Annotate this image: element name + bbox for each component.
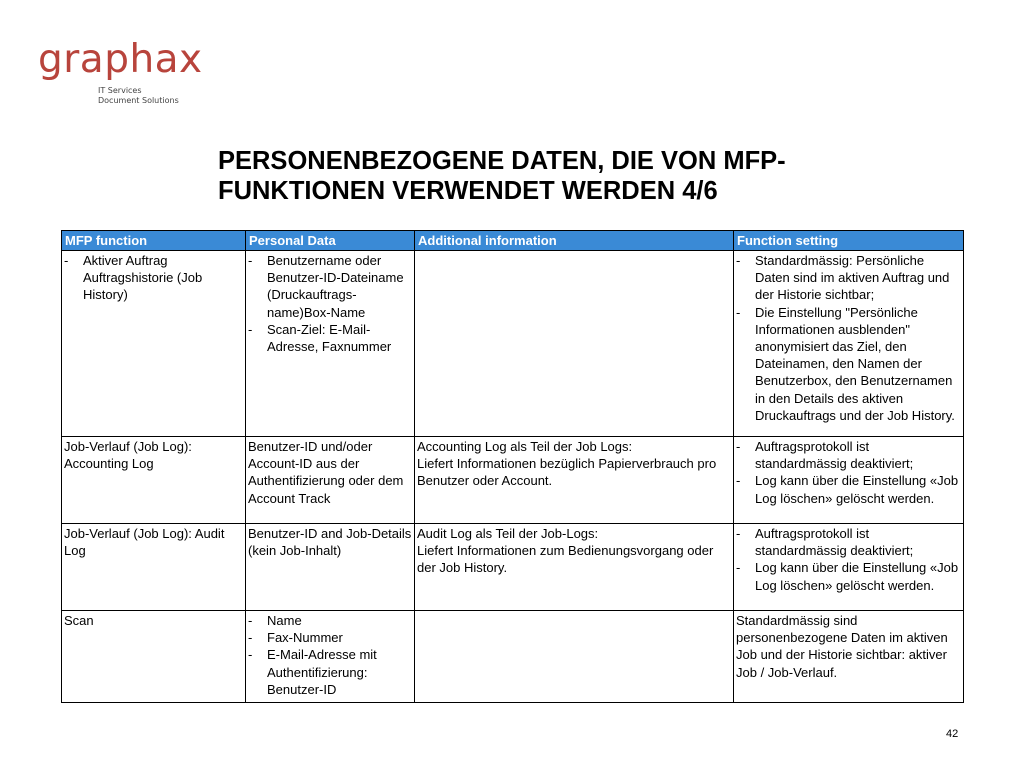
list-item: - Benutzername oder Benutzer-ID-Dateiname (Druckauftrags-name)Box-Name — [248, 252, 412, 321]
page-number: 42 — [946, 728, 959, 740]
cell-additional-information — [415, 251, 734, 437]
cell-function-setting: Standardmässig sind personenbezogene Daten im aktiven Job und der Historie sichtbar: aktiver Job / Job-Verlauf. — [734, 611, 964, 703]
header-personal-data: Personal Data — [246, 231, 415, 251]
table-row — [62, 611, 964, 703]
function-list — [64, 252, 243, 304]
slide-title-line-2: FUNKTIONEN VERWENDET WERDEN 4/6 — [218, 177, 718, 205]
header-additional-information: Additional information — [415, 231, 734, 251]
list-item: - Name — [248, 612, 412, 629]
cell-personal-data: Benutzer-ID und/oder Account-ID aus der Authentifizierung oder dem Account Track — [246, 437, 415, 524]
cell-mfp-function: Job-Verlauf (Job Log): Accounting Log — [62, 437, 246, 524]
header-mfp-function: MFP function — [62, 231, 246, 251]
info-line: Accounting Log als Teil der Job Logs: — [417, 439, 633, 454]
cell-additional-information — [415, 524, 734, 611]
cell-personal-data: Benutzer-ID and Job-Details (kein Job-Inhalt) — [246, 524, 415, 611]
list-item: - Log kann über die Einstellung «Job Log löschen» gelöscht werden. — [736, 472, 961, 506]
personal-data-table — [61, 230, 964, 703]
table-header-row — [62, 231, 964, 251]
cell-mfp-function: Job-Verlauf (Job Log): Audit Log — [62, 524, 246, 611]
logo-tagline — [98, 86, 179, 106]
setting-list — [736, 525, 961, 594]
graphax-logo — [38, 37, 203, 105]
info-line: Liefert Informationen zum Bedienungsvorgang oder der Job History. — [417, 543, 714, 576]
slide-title — [218, 146, 878, 206]
table-row — [62, 251, 964, 437]
cell-personal-data — [246, 611, 415, 703]
cell-mfp-function — [62, 251, 246, 437]
cell-function-setting — [734, 437, 964, 524]
cell-function-setting — [734, 251, 964, 437]
table-row — [62, 437, 964, 524]
personal-data-list — [248, 252, 412, 355]
cell-mfp-function: Scan — [62, 611, 246, 703]
cell-function-setting — [734, 524, 964, 611]
cell-additional-information — [415, 611, 734, 703]
logo-tagline-line-1: IT Services — [98, 86, 142, 95]
cell-additional-information — [415, 437, 734, 524]
list-item: - Scan-Ziel: E-Mail-Adresse, Faxnummer — [248, 321, 412, 355]
list-item: - Auftragsprotokoll ist standardmässig deaktiviert; — [736, 525, 961, 559]
list-item: - Aktiver Auftrag Auftragshistorie (Job History) — [64, 252, 243, 304]
cell-personal-data — [246, 251, 415, 437]
info-line: Audit Log als Teil der Job-Logs: — [417, 526, 599, 541]
list-item: - Die Einstellung "Persönliche Informationen ausblenden" anonymisiert das Ziel, den Dateinamen, den Namen der Benutzerbox, den Benutzernamen in den Details des aktiven Druckauftrags und der Job History. — [736, 304, 961, 424]
setting-list — [736, 252, 961, 424]
header-function-setting: Function setting — [734, 231, 964, 251]
list-item: - Fax-Nummer — [248, 629, 412, 646]
logo-tagline-line-2: Document Solutions — [98, 96, 179, 105]
slide-title-line-1: PERSONENBEZOGENE DATEN, DIE VON MFP- — [218, 147, 786, 175]
info-line: Liefert Informationen bezüglich Papierverbrauch pro Benutzer oder Account. — [417, 456, 717, 489]
list-item: - Auftragsprotokoll ist standardmässig deaktiviert; — [736, 438, 961, 472]
setting-list — [736, 438, 961, 507]
table-row — [62, 524, 964, 611]
list-item: - E-Mail-Adresse mit Authentifizierung: Benutzer-ID — [248, 646, 412, 698]
logo-wordmark: graphax — [38, 37, 203, 82]
personal-data-list — [248, 612, 412, 698]
list-item: - Log kann über die Einstellung «Job Log löschen» gelöscht werden. — [736, 559, 961, 593]
list-item: - Standardmässig: Persönliche Daten sind im aktiven Auftrag und der Historie sichtbar; — [736, 252, 961, 304]
